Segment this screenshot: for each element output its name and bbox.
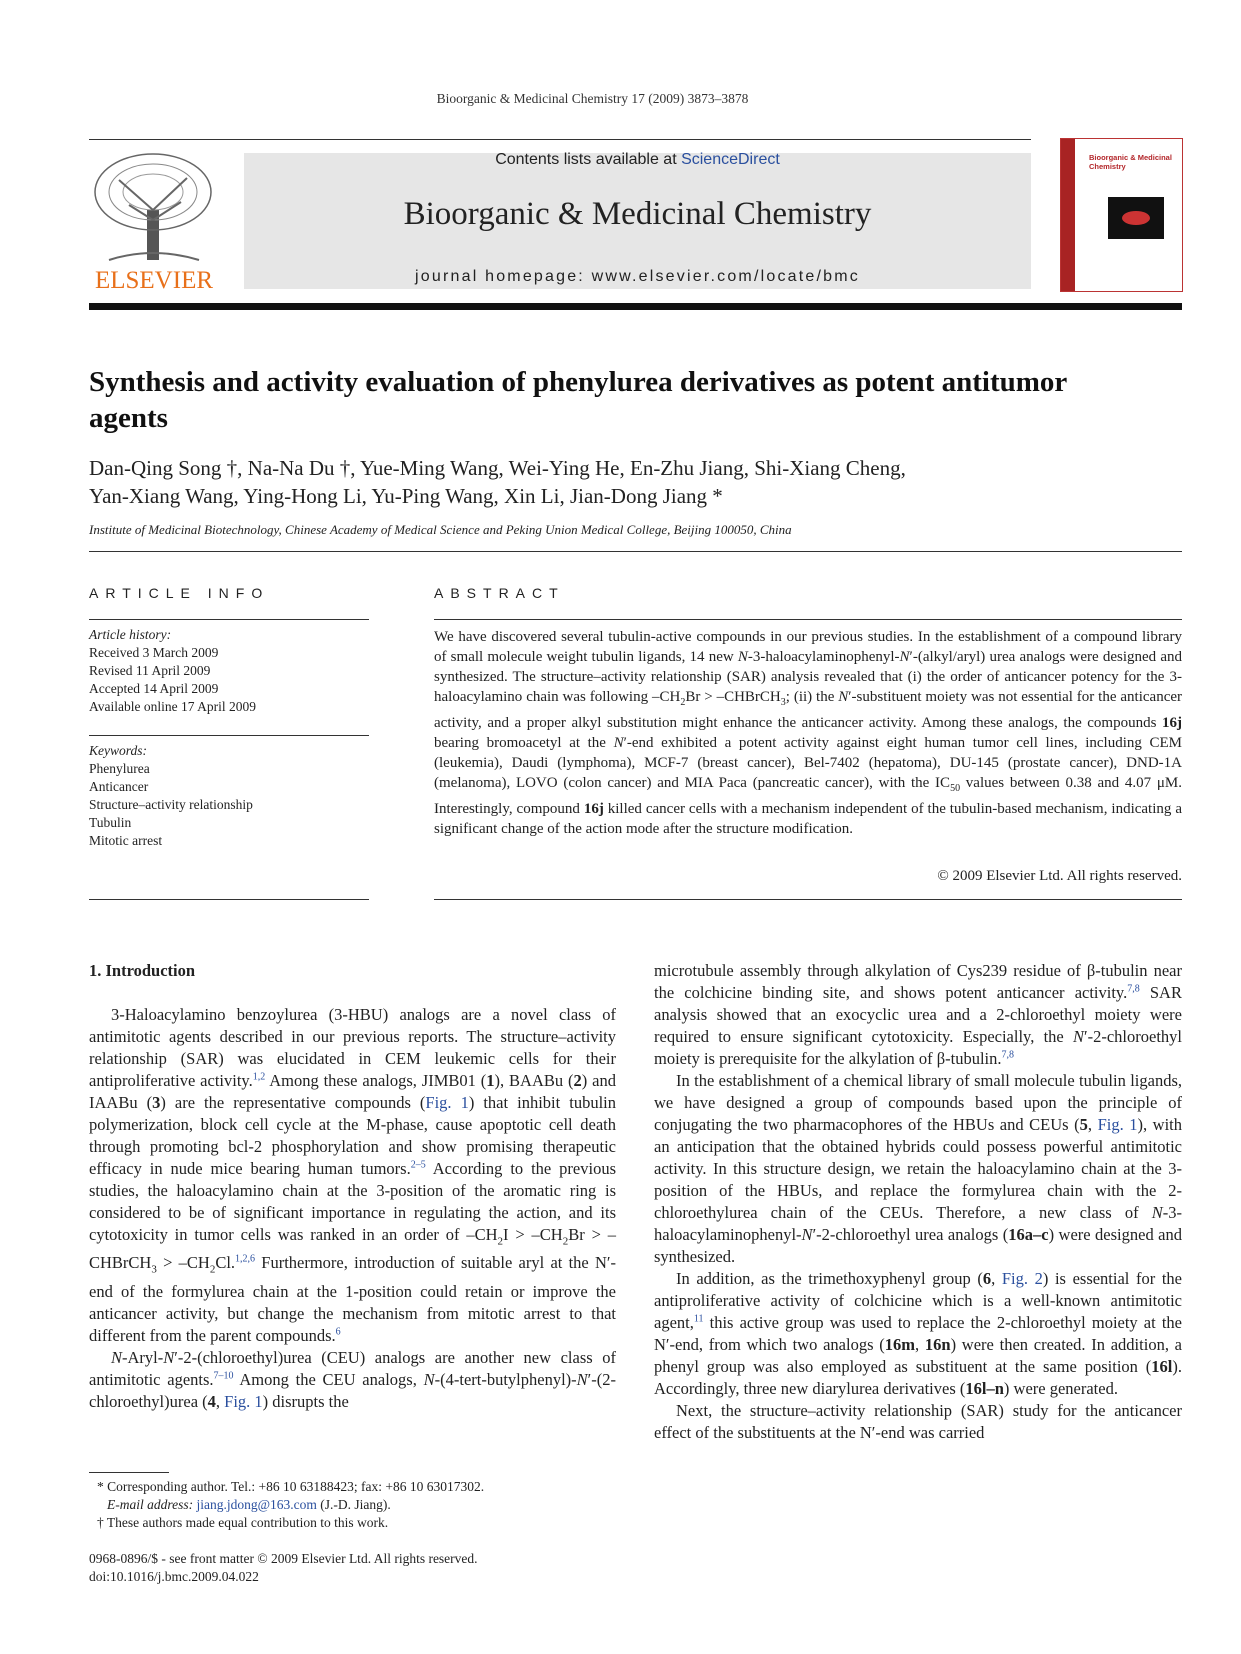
history-item: Accepted 14 April 2009 — [89, 681, 219, 696]
email-link[interactable]: jiang.jdong@163.com — [196, 1497, 317, 1512]
author-list — [89, 454, 1089, 510]
contents-line — [244, 151, 1031, 169]
keywords-label: Keywords: — [89, 743, 147, 758]
keyword: Structure–activity relationship — [89, 797, 253, 812]
journal-homepage-link[interactable]: journal homepage: www.elsevier.com/locate/bmc — [415, 268, 860, 285]
publisher-wordmark: ELSEVIER — [94, 267, 214, 294]
journal-title: Bioorganic & Medicinal Chemistry — [403, 196, 872, 232]
divider — [89, 551, 1182, 552]
header-rule — [89, 139, 1031, 140]
article-history — [89, 626, 369, 716]
front-matter — [89, 1550, 609, 1586]
section-title: 1. Introduction — [89, 961, 196, 980]
footnote-rule — [89, 1472, 169, 1473]
paragraph: In the establishment of a chemical library of small molecule tubulin ligands, we have designed a group of compounds based upon the principle of conjugating the two pharmacophores of the HBUs and CEUs (5, Fig. 1), with an anticipation that the obtained hybrids could possess powerful antimitotic activity. In this structure design, we retain the haloacylamino chain at the 3-position of the HBUs, and replace the formylurea chain with the 2-chloroethylurea chain of the CEUs. Therefore, a new class of N-3-haloacylaminophenyl-N′-2-chloroethyl urea analogs (16a–c) were designed and synthesized. — [654, 1071, 1182, 1266]
abstract-heading: ABSTRACT — [434, 585, 565, 601]
sciencedirect-link[interactable]: ScienceDirect — [681, 151, 780, 168]
divider — [89, 619, 369, 620]
article-title: Synthesis and activity evaluation of phenylurea derivatives as potent antitumor agents — [89, 366, 1067, 434]
history-label: Article history: — [89, 627, 172, 642]
body-column-left — [89, 960, 616, 1413]
paragraph: In addition, as the trimethoxyphenyl group (6, Fig. 2) is essential for the antiproliferative activity of colchicine which is a well-known antimitotic agent,$^{11}$ this active group was used to replace the 2-chloroethyl moiety at the N′-end, from which two analogs (16m, 16n) were then created. In addition, a phenyl group was also employed as substituent at the same position (16l). Accordingly, three new diarylurea derivatives (16l–n) were generated. — [654, 1269, 1183, 1398]
doi-line[interactable]: doi:10.1016/j.bmc.2009.04.022 — [89, 1569, 259, 1584]
cover-title: Bioorganic & Medicinal Chemistry — [1089, 153, 1172, 171]
email-suffix: (J.-D. Jiang). — [316, 1497, 391, 1512]
header-thick-rule — [89, 303, 1182, 310]
paragraph: Next, the structure–activity relationship (SAR) study for the anticancer effect of the substituents at the N′-end was carried — [654, 1401, 1182, 1442]
keywords — [89, 742, 369, 850]
keyword: Phenylurea — [89, 761, 150, 776]
equal-contribution-note: † These authors made equal contribution to this work. — [97, 1515, 389, 1530]
journal-citation: Bioorganic & Medicinal Chemistry 17 (2009) 3873–3878 — [436, 91, 749, 106]
divider — [434, 899, 1182, 900]
history-item: Received 3 March 2009 — [89, 645, 219, 660]
keyword: Tubulin — [89, 815, 132, 830]
cover-spine — [1061, 139, 1075, 291]
abstract-copyright: © 2009 Elsevier Ltd. All rights reserved. — [937, 868, 1182, 884]
email-label: E-mail address: — [107, 1497, 197, 1512]
footnotes — [97, 1478, 617, 1532]
divider — [89, 899, 369, 900]
keyword: Mitotic arrest — [89, 833, 163, 848]
abstract-text: We have discovered several tubulin-active compounds in our previous studies. In the establishment of a compound library of small molecule weight tubulin ligands, 14 new N-3-haloacylaminophenyl-N′-(alkyl/aryl) urea analogs were designed and synthesized. The structure–activity relationship (SAR) analysis revealed that (i) the order of anticancer potency for the 3-haloacylamino chain was following $-CH_2Br$ > –CHBrCH$_3$; (ii) the N′-substituent moiety was not essential for the anticancer activity, and a proper alkyl substitution might enhance the anticancer activity. Among these analogs, the compounds 16j bearing bromoacetyl at the N′-end exhibited a potent activity against eight human tumor cell lines, including CEM (leukemia), Daudi (lymphoma), MCF-7 (breast cancer), Bel-7402 (hepatoma), DU-145 (prostate cancer), DND-1A (melanoma), LOVO (colon cancer) and MIA Paca (pancreatic cancer), with the $IC_{50}$ values between 0.38 and 4.07 μM. Interestingly, compound 16j killed cancer cells with a mechanism independent of the tubulin-based mechanism, indicating a significant change of the action mode after the structure modification. — [434, 629, 1182, 837]
keyword: Anticancer — [89, 779, 149, 794]
body-column-right — [654, 960, 1182, 1444]
cover-image — [1108, 197, 1164, 239]
paragraph: microtubule assembly through alkylation of Cys239 residue of β-tubulin near the colchicine binding site, and shows potent anticancer activity.$^{7,8}$ SAR analysis showed that an exocyclic urea and a 2-chloroethyl moiety were required to ensure significant cytotoxicity. Especially, the N′-2-chloroethyl moiety is prerequisite for the alkylation of β-tubulin.$^{7,8}$ — [654, 961, 1182, 1068]
authors-line-2: Yan-Xiang Wang, Ying-Hong Li, Yu-Ping Wang, Xin Li, Jian-Dong Jiang * — [89, 484, 723, 508]
history-item: Revised 11 April 2009 — [89, 663, 211, 678]
article-info-heading: ARTICLE INFO — [89, 585, 270, 601]
contents-prefix: Contents lists available at — [495, 151, 682, 168]
divider — [89, 735, 369, 736]
history-item: Available online 17 April 2009 — [89, 699, 256, 714]
paragraph: 3-Haloacylamino benzoylurea (3-HBU) analogs are a novel class of antimitotic agents described in our previous reports. The structure–activity relationship (SAR) was elucidated in CEM leukemic cells for their antiproliferative activity.$^{1,2}$ Among these analogs, JIMB01 (1), BAABu (2) and IAABu (3) are the representative compounds (Fig. 1) that inhibit tubulin polymerization, block cell cycle at the M-phase, cause apoptotic cell death through promoting bcl-2 phosphorylation and show promising therapeutic efficacy in nude mice bearing human tumors.$^{2-5}$ According to the previous studies, the haloacylamino chain at the 3-position of the aromatic ring is considered to be of significant importance in regulating the action, and its cytotoxicity in tumor cells was ranked in an order of $-CH_2I > -CH_2Br$ > –CHBrCH$_3$ > $-CH_2Cl.^{1,2,6}$ Furthermore, introduction of suitable aryl at the N′-end of the formylurea chain at the 1-position could retain or improve the anticancer activity, but change the mechanism from mitotic arrest to that different from the parent compounds.$^6$ — [89, 1005, 617, 1345]
issn-line: 0968-0896/$ - see front matter © 2009 Elsevier Ltd. All rights reserved. — [89, 1551, 478, 1566]
affiliation: Institute of Medicinal Biotechnology, Chinese Academy of Medical Science and Peking Union Medical College, Beijing 100050, China — [89, 522, 792, 537]
journal-cover-thumbnail — [1060, 138, 1183, 292]
corresponding-author-note: * Corresponding author. Tel.: +86 10 63188423; fax: +86 10 63017302. — [97, 1479, 485, 1494]
authors-line-1: Dan-Qing Song †, Na-Na Du †, Yue-Ming Wang, Wei-Ying He, En-Zhu Jiang, Shi-Xiang Cheng, — [89, 456, 906, 480]
paragraph: N-Aryl-N′-2-(chloroethyl)urea (CEU) analogs are another new class of antimitotic agents.$^{7-10}$ Among the CEU analogs, N-(4-tert-butylphenyl)-N′-(2-chloroethyl)urea (4, Fig. 1) disrupts the — [89, 1347, 617, 1411]
divider — [434, 619, 1182, 620]
